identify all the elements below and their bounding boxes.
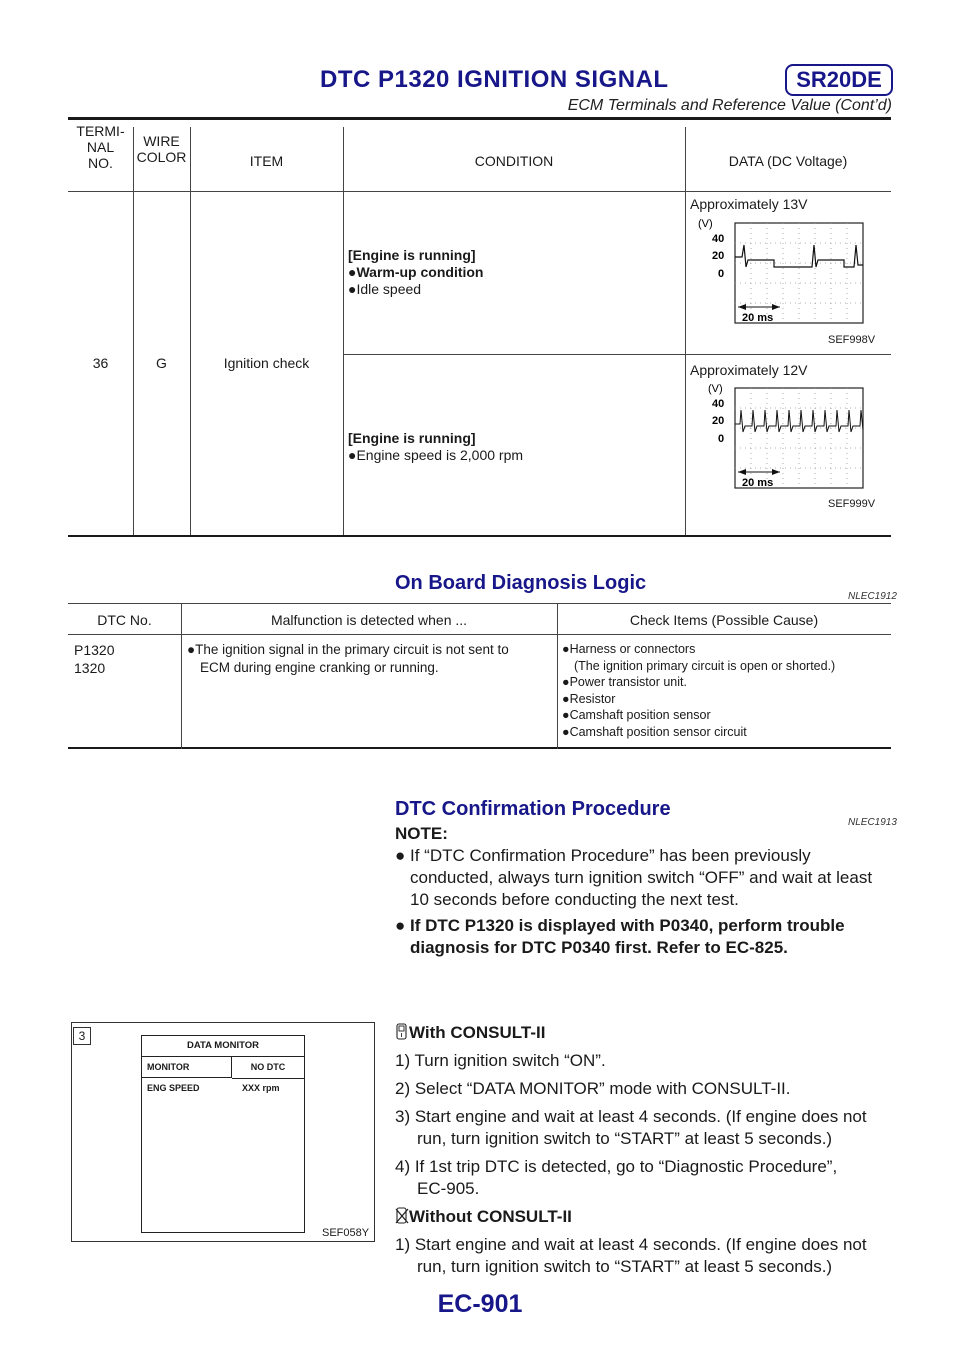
condition-bullet: ●Idle speed bbox=[348, 281, 422, 297]
item-name: Ignition check bbox=[223, 355, 310, 371]
condition-bullet: ●Engine speed is 2,000 rpm bbox=[348, 447, 524, 463]
dtc-number bbox=[74, 641, 114, 677]
check-item: ●Harness or connectors bbox=[562, 642, 696, 656]
condition-title: [Engine is running] bbox=[348, 430, 476, 446]
scope-y-label: 20 bbox=[712, 250, 725, 262]
oscilloscope-waveform-1 bbox=[694, 215, 874, 327]
note-line: 10 seconds before conducting the next test. bbox=[410, 890, 739, 909]
col-header-terminal: TERMI- NAL NO. bbox=[76, 123, 125, 171]
screen-col-status: NO DTC bbox=[232, 1056, 304, 1079]
malfunction-line: ECM during engine cranking or running. bbox=[200, 660, 439, 675]
step-line: 1) Start engine and wait at least 4 seconds. (If engine does not bbox=[395, 1235, 867, 1254]
terminal-table bbox=[68, 123, 891, 537]
with-consult-block bbox=[395, 1022, 893, 1278]
obd-table bbox=[68, 603, 891, 749]
check-item: ●Resistor bbox=[562, 691, 616, 706]
col-header-malfunction: Malfunction is detected when ... bbox=[270, 612, 468, 628]
terminal-number: 36 bbox=[92, 355, 109, 371]
malfunction-text bbox=[187, 641, 509, 677]
wire-color: G bbox=[156, 355, 167, 371]
condition-bullet: ●Warm-up condition bbox=[348, 264, 484, 280]
step-line: run, turn ignition switch to “START” at least 5 seconds.) bbox=[417, 1257, 833, 1276]
section-tag: NLEC1913 bbox=[848, 817, 897, 828]
col-divider bbox=[133, 127, 134, 537]
note-label: NOTE: bbox=[395, 824, 448, 843]
dtc-code: P1320 bbox=[74, 642, 115, 658]
bullet: ● bbox=[395, 846, 406, 865]
bullet: ● bbox=[395, 916, 406, 935]
engine-badge: SR20DE bbox=[785, 64, 893, 96]
page-number: EC-901 bbox=[437, 1290, 523, 1318]
data-monitor-figure bbox=[71, 1022, 375, 1242]
row-divider bbox=[343, 354, 891, 355]
scope-y-label: 20 bbox=[712, 415, 725, 427]
row-divider bbox=[68, 603, 891, 604]
no-consult-tool-icon bbox=[395, 1207, 409, 1225]
scope-y-label: 40 bbox=[712, 398, 725, 410]
check-item: ●Power transistor unit. bbox=[562, 675, 687, 689]
page-subtitle: ECM Terminals and Reference Value (Cont’d) bbox=[567, 97, 892, 114]
header-rule bbox=[68, 117, 891, 120]
with-consult-title: With CONSULT-II bbox=[409, 1023, 546, 1042]
note-line: If DTC P1320 is displayed with P0340, perform trouble bbox=[410, 916, 845, 935]
figure-id: SEF058Y bbox=[322, 1227, 370, 1239]
row-divider bbox=[68, 191, 891, 192]
oscilloscope-waveform-2 bbox=[694, 380, 874, 492]
scope-unit: (V) bbox=[698, 218, 713, 230]
scope-y-label: 0 bbox=[718, 433, 725, 445]
col-header-data: DATA (DC Voltage) bbox=[728, 153, 848, 169]
condition-1 bbox=[348, 247, 678, 298]
step-line: 3) Start engine and wait at least 4 seconds. (If engine does not bbox=[395, 1107, 867, 1126]
screen-title: DATA MONITOR bbox=[142, 1036, 304, 1057]
malfunction-line: ●The ignition signal in the primary circuit is not sent to bbox=[187, 642, 509, 657]
step-line: 4) If 1st trip DTC is detected, go to “Diagnostic Procedure”, bbox=[395, 1157, 838, 1176]
figure-id: SEF999V bbox=[828, 498, 876, 510]
col-header-item: ITEM bbox=[249, 153, 284, 169]
procedure-step: 2) Select “DATA MONITOR” mode with CONSULT-II. bbox=[395, 1079, 791, 1098]
consult-tool-icon bbox=[395, 1023, 409, 1041]
note-item bbox=[395, 845, 891, 911]
step-line: EC-905. bbox=[417, 1179, 480, 1198]
procedure-step bbox=[395, 1156, 893, 1200]
section-title-confirmation: DTC Confirmation Procedure bbox=[395, 798, 671, 820]
procedure-step bbox=[395, 1106, 893, 1150]
check-item: ●Camshaft position sensor bbox=[562, 708, 711, 722]
table-bottom-rule bbox=[68, 747, 891, 749]
procedure-step bbox=[395, 1234, 893, 1278]
note-line: diagnosis for DTC P0340 first. Refer to EC-825. bbox=[410, 938, 788, 957]
col-header-check-items: Check Items (Possible Cause) bbox=[629, 612, 819, 628]
table-bottom-rule bbox=[68, 535, 891, 537]
scope-y-label: 0 bbox=[718, 268, 725, 280]
dtc-code: 1320 bbox=[74, 660, 106, 676]
figure-id: SEF998V bbox=[828, 334, 876, 346]
procedure-step: 1) Turn ignition switch “ON”. bbox=[395, 1051, 606, 1070]
note-line: If “DTC Confirmation Procedure” has been previously bbox=[410, 846, 811, 865]
scope-time-label: 20 ms bbox=[742, 477, 774, 489]
note-item bbox=[395, 915, 891, 959]
scope-y-label: 40 bbox=[712, 233, 725, 245]
data-value-1: Approximately 13V bbox=[690, 196, 808, 212]
col-divider bbox=[343, 127, 344, 537]
page-title: DTC P1320 IGNITION SIGNAL bbox=[320, 66, 669, 93]
note-block bbox=[395, 823, 891, 959]
row-divider bbox=[68, 634, 891, 635]
without-consult-title: Without CONSULT-II bbox=[409, 1207, 572, 1226]
section-tag: NLEC1912 bbox=[848, 591, 897, 602]
scope-unit: (V) bbox=[708, 383, 723, 395]
screen-row-value: XXX rpm bbox=[242, 1083, 280, 1093]
step-line: run, turn ignition switch to “START” at least 5 seconds.) bbox=[417, 1129, 833, 1148]
screen-row-label: ENG SPEED bbox=[147, 1083, 200, 1093]
data-value-2: Approximately 12V bbox=[690, 362, 808, 378]
consult-screen bbox=[141, 1035, 305, 1233]
col-header-dtc: DTC No. bbox=[97, 612, 152, 628]
without-consult-heading bbox=[395, 1206, 893, 1228]
note-line: conducted, always turn ignition switch “OFF” and wait at least bbox=[410, 868, 873, 887]
with-consult-heading bbox=[395, 1022, 893, 1044]
check-item: ●Camshaft position sensor circuit bbox=[562, 724, 747, 739]
screen-col-monitor: MONITOR bbox=[142, 1056, 232, 1078]
condition-2 bbox=[348, 430, 678, 464]
section-title-obd: On Board Diagnosis Logic bbox=[395, 572, 647, 594]
step-number-box: 3 bbox=[73, 1027, 91, 1045]
col-header-condition: CONDITION bbox=[474, 153, 554, 169]
col-divider bbox=[685, 127, 686, 537]
col-divider bbox=[190, 127, 191, 537]
col-header-wire-color: WIRE COLOR bbox=[136, 133, 187, 165]
check-item-detail: (The ignition primary circuit is open or shorted.) bbox=[574, 658, 836, 673]
scope-time-label: 20 ms bbox=[742, 312, 774, 324]
condition-title: [Engine is running] bbox=[348, 247, 476, 263]
check-items-list bbox=[562, 641, 835, 740]
